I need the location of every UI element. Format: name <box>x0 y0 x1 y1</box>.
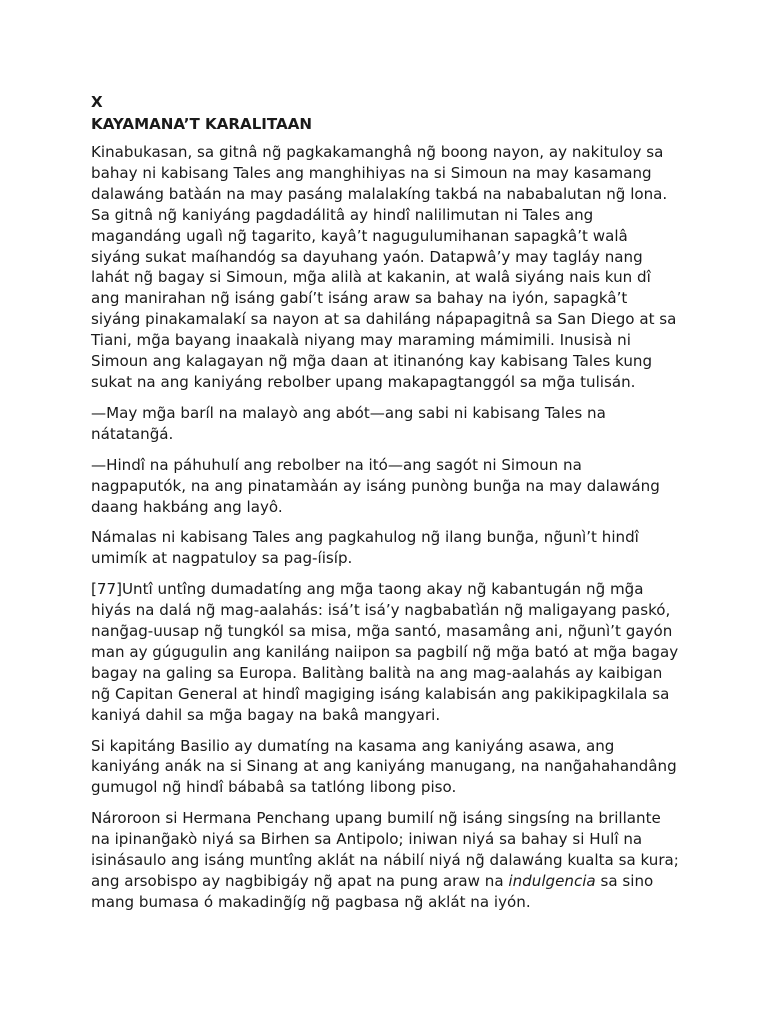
paragraph <box>91 403 691 445</box>
paragraph <box>91 871 691 913</box>
text-line: siyáng sukat maíhandóg sa dayuhang yaón. Datapwâ’y may tagláy nang <box>91 247 643 266</box>
text-line: Sa gitnâ ng̃ kaniyáng pagdadálitâ ay hindî nalilimutan ni Tales ang <box>91 205 594 224</box>
text-line: man ay gúgugulin ang kaniláng naiipon sa pagbilí ng̃ mg̃a bató at mg̃a bagay <box>91 642 679 661</box>
text-line: nátatang̃á. <box>91 424 174 443</box>
text-line: daang hakbáng ang layô. <box>91 497 283 516</box>
text-line: Tiani, mg̃a bayang inaakalà niyang may maraming mámimili. Inusisà ni <box>91 331 631 350</box>
text-line: kaniyáng anák na si Sinang at ang kaniyáng manugang, na nang̃ahahandâng <box>91 757 677 776</box>
text-line: ng̃ Capitan General at hindî magiging isáng kalabisán ang pakikipagkilala sa <box>91 684 670 703</box>
text-line: bahay ni kabisang Tales ang manghihiyas na si Simoun na may kasamang <box>91 163 652 182</box>
text-line: umimík at nagpatuloy sa pag-íisíp. <box>91 549 353 568</box>
text-line: —May mg̃a baríl na malayò ang abót—ang sabi ni kabisang Tales na <box>91 403 606 422</box>
text-line: [77]Untî untîng dumadatíng ang mg̃a taong akay ng̃ kabantugán ng̃ mg̃a <box>91 580 644 599</box>
text-line: ang manirahan ng̃ isáng gabí’t isáng araw sa bahay na iyón, sapagkâ’t <box>91 289 628 308</box>
text-line: Námalas ni kabisang Tales ang pagkahulog ng̃ ilang bung̃a, ng̃unì’t hindî <box>91 528 639 547</box>
chapter-title: KAYAMANA’T KARALITAAN <box>91 115 313 133</box>
text-line: ang arsobispo ay nagbibigáy ng̃ apat na pung araw na indulgencia sa sino <box>91 872 654 890</box>
paragraph <box>91 736 691 799</box>
text-line: na ipinang̃akò niyá sa Birhen sa Antipolo; iniwan niyá sa bahay si Hulî na <box>91 830 643 849</box>
text-line: isinásaulo ang isáng muntîng aklát na nábilí niyá ng̃ dalawáng kualta sa kura; <box>91 851 679 870</box>
text-line: magandáng ugalì ng̃ tagarito, kayâ’t nagugulumihanan sapagkâ’t walâ <box>91 226 628 245</box>
document-page <box>91 92 691 923</box>
text-line: siyáng pinakamalakí sa nayon at sa dahiláng nápapagitnâ sa San Diego at sa <box>91 310 677 329</box>
text-line: lahát ng̃ bagay si Simoun, mg̃a alilà at kakanin, at walâ siyáng nais kun dî <box>91 268 651 287</box>
text-line: mang bumasa ó makading̃íg ng̃ pagbasa ng̃ aklát na iyón. <box>91 892 531 911</box>
text-line: —Hindî na páhuhulí ang rebolber na itó—ang sagót ni Simoun na <box>91 455 582 474</box>
text-line: dalawáng batàán na may pasáng malalakíng takbá na nababalutan ng̃ lona. <box>91 184 668 203</box>
text-line: gumugol ng̃ hindî bábabâ sa tatlóng libong piso. <box>91 778 457 797</box>
text-line: sukat na ang kaniyáng rebolber upang makapagtanggól sa mg̃a tulisán. <box>91 372 636 391</box>
text-line: Nároroon si Hermana Penchang upang bumilí ng̃ isáng singsíng na brillante <box>91 809 661 828</box>
text-line: kaniyá dahil sa mg̃a bagay na bakâ mangyari. <box>91 705 441 724</box>
paragraph <box>91 579 691 725</box>
text-line: nagpaputók, na ang pinatamàán ay isáng punòng bung̃a na may dalawáng <box>91 476 660 495</box>
text-line: Si kapitáng Basilio ay dumatíng na kasama ang kaniyáng asawa, ang <box>91 736 615 755</box>
text-line: bagay na galing sa Europa. Balitàng balità na ang mag-aalahás ay kaibigan <box>91 663 663 682</box>
text-line: Simoun ang kalagayan ng̃ mg̃a daan at itinanóng kay kabisang Tales kung <box>91 352 653 371</box>
text-line: Kinabukasan, sa gitnâ ng̃ pagkakamanghâ ng̃ boong nayon, ay nakituloy sa <box>91 143 664 161</box>
paragraph <box>91 808 691 871</box>
paragraph <box>91 527 691 569</box>
paragraph <box>91 142 691 393</box>
chapter-number: X <box>91 93 103 111</box>
text-line: hiyás na dalá ng̃ mag-aalahás: isá’t isá’y nagbabatìán ng̃ maligayang paskó, <box>91 601 671 620</box>
italic-term: indulgencia <box>508 872 596 890</box>
paragraph <box>91 455 691 518</box>
body-text <box>91 142 691 871</box>
text-line: nang̃ag-uusap ng̃ tungkól sa misa, mg̃a santó, masamâng ani, ng̃unì’t gayón <box>91 622 673 641</box>
